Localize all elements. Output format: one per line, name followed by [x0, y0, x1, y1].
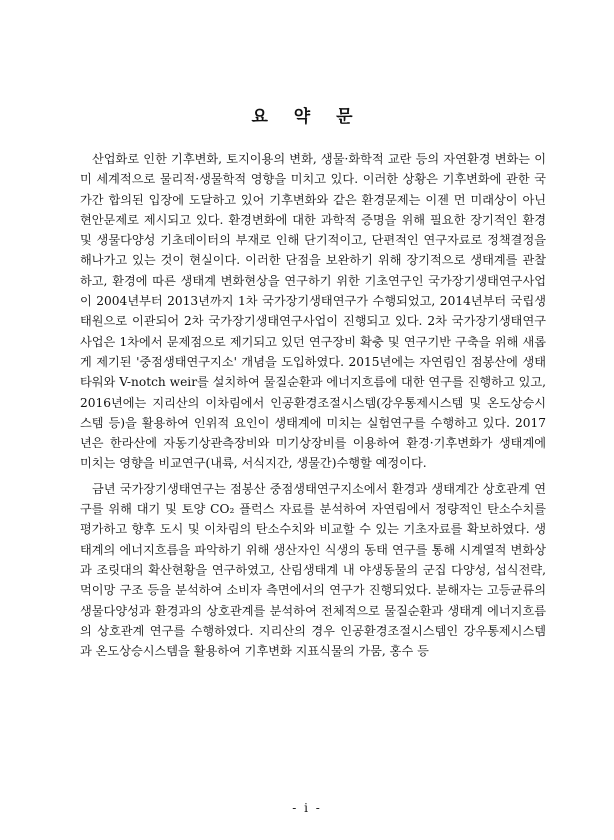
page-number: - i -	[292, 801, 322, 815]
page-title: 요 약 문	[251, 107, 363, 127]
paragraph-1: 산업화로 인한 기후변화, 토지이용의 변화, 생물·화학적 교란 등의 자연환경 변화는 이미 세계적으로 물리적·생물학적 영향을 미치고 있다. 이러한 상황은 기후변화에 관한 국가간 합의된 입장에 도달하고 있어 기후변화와 같은 환경문제는 이젠 먼 미래상이 아닌 현안문제로 제시되고 있다. 환경변화에 대한 과학적 증명을 위해 필요한 장기적인 환경 및 생물다양성 기초데이터의 부재로 인해 단기적이고, 단편적인 연구자료로 정책결정을 해나가고 있는 것이 현실이다. 이러한 단점을 보완하기 위해 장기적으로 생태계를 관찰하고, 환경에 따른 생태계 변화현상을 연구하기 위한 기초연구인 국가장기생태연구사업이 2004년부터 2013년까지 1차 국가장기생태연구가 수행되었고, 2014년부터 국립생태원으로 이관되어 2차 국가장기생태연구사업이 진행되고 있다. 2차 국가장기생태연구사업은 1차에서 문제점으로 제기되고 있던 연구장비 확충 및 연구기반 구축을 위해 새롭게 제기된 '중점생태연구지소' 개념을 도입하였다. 2015년에는 자연림인 점봉산에 생태타워와 V-notch weir를 설치하여 물질순환과 에너지흐름에 대한 연구를 진행하고 있고, 2016년에는 지리산의 이차림에서 인공환경조절시스템(강우통제시스템 및 온도상승시스템 등)을 활용하여 인위적 요인이 생태계에 미치는 실험연구를 수행하고 있다. 2017년은 한라산에 자동기상관측장비와 미기상장비를 이용하여 환경·기후변화가 생태계에 미치는 영향을 비교연구(내륙, 서식지간, 생물간)수행할 예정이다.	[80, 152, 546, 471]
summary-body	[80, 149, 546, 661]
paragraph-2: 금년 국가장기생태연구는 점봉산 중점생태연구지소에서 환경과 생태계간 상호관계 연구를 위해 대기 및 토양 CO₂ 플럭스 자료를 분석하여 자연림에서 정량적인 탄소수치를 평가하고 향후 도시 및 이차림의 탄소수치와 비교할 수 있는 기초자료를 확보하였다. 생태계의 에너지흐름을 파악하기 위해 생산자인 식생의 동태 연구를 통해 시계열적 변화상과 조릿대의 확산현황을 연구하였고, 산림생태계 내 야생동물의 군집 다양성, 섭식전략, 먹이망 구조 등을 분석하여 소비자 측면에서의 연구가 진행되었다. 분해자는 고등균류의 생물다양성과 환경과의 상호관계를 분석하여 전체적으로 물질순환과 생태계 에너지흐름의 상호관계 연구를 수행하였다. 지리산의 경우 인공환경조절시스템인 강우통제시스템과 온도상승시스템을 활용하여 기후변화 지표식물의 가뭄, 홍수 등	[80, 481, 546, 659]
